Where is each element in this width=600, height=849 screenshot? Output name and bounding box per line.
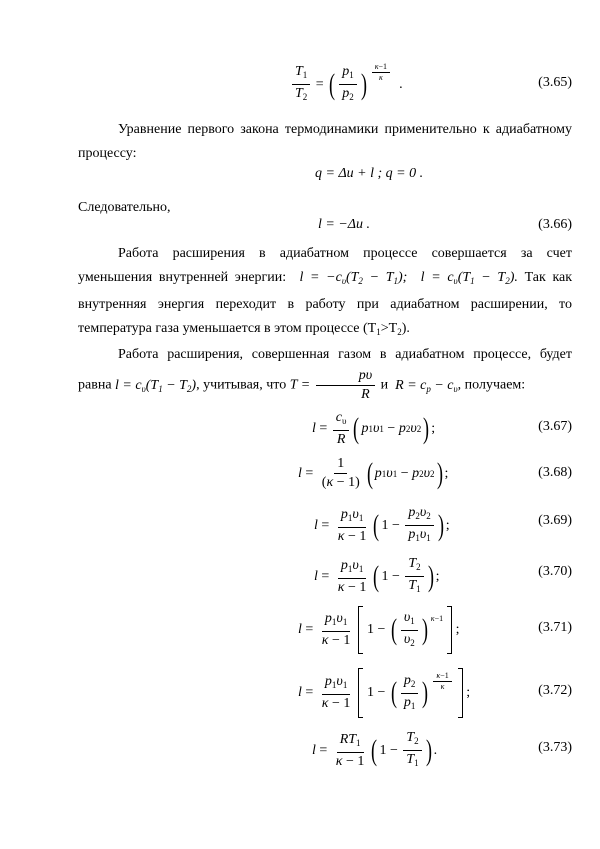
equation-number: (3.69) — [538, 513, 572, 528]
equation-3-71: l = $\frac{p_1\upsilon_1}{\kappa - 1}$ 1 − ( $\frac{\upsilon_1}{\upsilon_2}$ ) κ−1 ; — [298, 606, 460, 654]
equation-3-68: l = $\frac{1}{(\kappa - 1)}$ ( p 1 υ 1 − p 2 υ 2 ) ; — [298, 456, 449, 490]
equation-number: (3.73) — [538, 740, 572, 755]
equation-number: (3.68) — [538, 465, 572, 480]
equation-number: (3.70) — [538, 564, 572, 579]
equation-l: l = −Δu . — [318, 217, 371, 232]
equation-number: (3.72) — [538, 683, 572, 698]
equation-3-69: l = $\frac{p_1\upsilon_1}{\kappa - 1}$ ( 1 − $\frac{p_2\upsilon_2}{p_1\upsilon_1}$ ) ; — [314, 505, 450, 544]
equation-3-65: $\frac{T_1}{T_2}$ = ( $\frac{p_1}{p_2}$ ) $\frac{\kappa-1}{\kappa}$ . — [290, 64, 403, 105]
equation-3-73: l = $\frac{RT_1}{\kappa - 1}$ ( 1 − $\frac{T_2}{T_1}$ ) . — [312, 730, 438, 769]
paragraph: Следовательно, — [78, 200, 171, 215]
equation-3-72: l = $\frac{p_1\upsilon_1}{\kappa - 1}$ 1 − ( $\frac{p_2}{p_1}$ ) $\frac{\kappa-1}{\kappa}$ ; — [298, 668, 470, 718]
equation-3-70: l = $\frac{p_1\upsilon_1}{\kappa - 1}$ ( 1 − $\frac{T_2}{T_1}$ ) ; — [314, 556, 440, 595]
paragraph: Уравнение первого закона термодинамики применительно к адиабатному процессу: — [78, 122, 572, 161]
equation-number: (3.71) — [538, 620, 572, 635]
equation-number: (3.67) — [538, 419, 572, 434]
paragraph: Работа расширения в адиабатном процессе совершается за счет уменьшения внутренней энергии: $l = -c_\upsilon(T_2 - T_1)$; $l = c_\upsilon(T_1 - T_2)$. Так как внутренняя энергия переходит в работу при адиабатном расширении, то температура газа уменьшается в этом процессе $(T_1>T_2)$. — [78, 246, 573, 337]
equation-number: (3.65) — [538, 75, 572, 90]
equation-3-67: l = $\frac{c_\upsilon}{R}$ ( p 1 υ 1 − p 2 υ 2 ) ; — [312, 410, 436, 447]
equation-number: (3.66) — [538, 217, 572, 232]
paragraph: Работа расширения, совершенная газом в адиабатном процессе, будет равна $l = c_\upsilon(T_1 - T_2)$, учитывая, что T = $\frac{p\upsilon}{R}$ и $R = c_p - c_\upsilon$, получаем: — [78, 347, 572, 402]
equation-q: q = Δu + l ; q = 0 . — [315, 166, 424, 181]
